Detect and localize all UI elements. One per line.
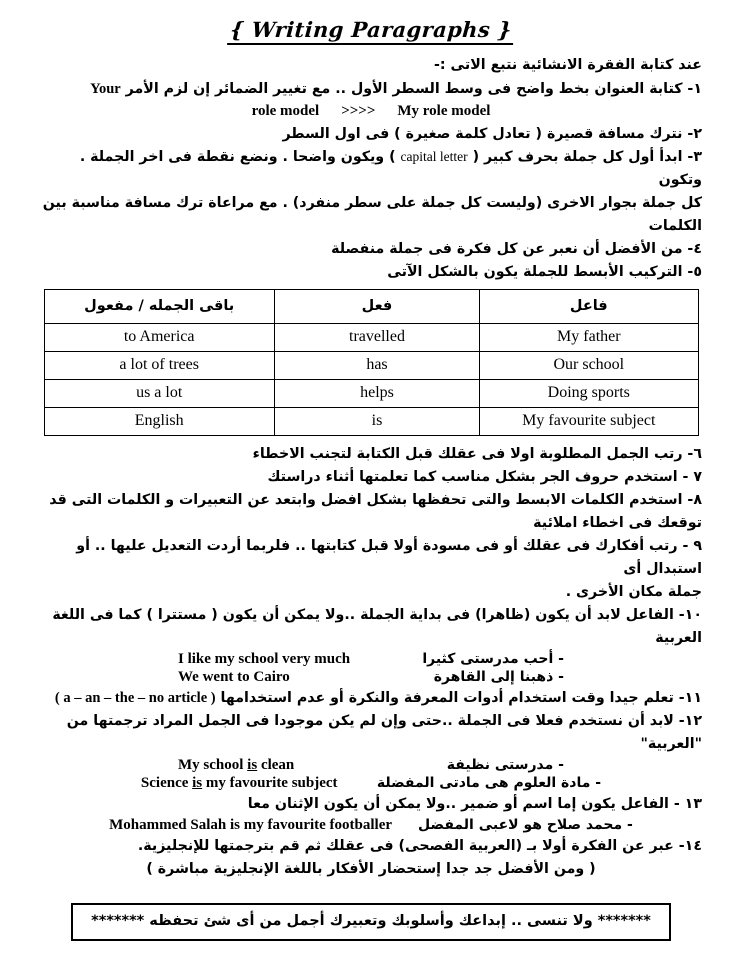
rule-item-12: ١٢- لابد أن نستخدم فعلا فى الجملة ..حتى وإن لم يكن موجودا فى الجمل المراد ترجمتها من "العربية" xyxy=(66,713,702,753)
example-arabic: - محمد صلاح هو لاعبى المفضل xyxy=(418,817,633,834)
example-english-post: my favourite subject xyxy=(202,775,338,792)
arrow-glyph-icon: >>>> xyxy=(341,102,376,119)
rule-item-14-note: ( ومن الأفضل جد جدا إستحضار الأفكار باللغة الإنجليزية مباشرة ) xyxy=(146,861,596,878)
example-english xyxy=(178,757,388,774)
table-cell-verb: has xyxy=(274,351,479,379)
table-cell-subject: Doing sports xyxy=(480,379,698,407)
rule-item-11-articles: ( a – an – the – no article ) xyxy=(54,689,216,706)
rule-item-3-line3: الكلمات xyxy=(648,217,702,234)
table-cell-subject: My father xyxy=(480,323,698,351)
sentence-structure-table-container xyxy=(40,289,702,436)
example-english-emphasis: is xyxy=(192,775,203,792)
table-cell-object: English xyxy=(44,407,274,435)
example-english-pre: Science xyxy=(140,775,193,792)
table-cell-verb: travelled xyxy=(274,323,479,351)
example-arabic: - ذهبنا إلى القاهرة xyxy=(433,668,564,685)
rule-item-6: ٦- رتب الجمل المطلوبة اولا فى عقلك قبل الكتابة لتجنب الاخطاء xyxy=(252,445,702,462)
example-english-emphasis: is xyxy=(247,757,258,774)
table-header-row xyxy=(44,289,698,323)
rule-item-12-example-2 xyxy=(40,775,702,792)
rule-item-1 xyxy=(40,78,702,101)
rule-item-13: ١٣ - الفاعل يكون إما اسم أو ضمير ..ولا يمكن أن يكون الإثنان معا xyxy=(247,796,702,813)
rule-item-8-line2: توقعك فى اخطاء املائية xyxy=(533,514,702,531)
table-cell-object: to America xyxy=(44,323,274,351)
table-row xyxy=(44,351,698,379)
example-english-pre: My school xyxy=(178,757,248,774)
footer-container xyxy=(40,903,702,941)
rule-item-1-english-tail: Your xyxy=(90,81,121,98)
rule-item-3-part2: ) ويكون واضحا . ونضع نقطة فى اخر الجملة . وتكون xyxy=(79,148,702,188)
rule-item-3-part1: ٣- ابدأ أول كل جملة بحرف كبير ( xyxy=(472,148,702,165)
table-cell-subject: Our school xyxy=(480,351,698,379)
rule-item-7: ٧ - استخدم حروف الجر بشكل مناسب كما تعلمتها أثناء دراستك xyxy=(267,468,702,485)
table-header-object: باقى الجمله / مفعول xyxy=(44,289,274,323)
rule-item-3-term: capital letter xyxy=(400,148,468,164)
example-english: We went to Cairo xyxy=(178,668,290,685)
rule-item-12-example-1 xyxy=(40,757,702,774)
rule-item-3 xyxy=(40,146,702,192)
example-arabic: - مدرستى نظيفة xyxy=(446,757,564,774)
rule-item-9-line2: جملة مكان الأخرى . xyxy=(565,583,702,600)
rule-item-5: ٥- التركيب الأبسط للجملة يكون بالشكل الآتى xyxy=(387,263,702,280)
rule-item-1-example xyxy=(40,103,702,120)
example-english xyxy=(141,775,351,792)
rule-item-3-line2: كل جملة بجوار الاخرى (وليست كل جملة على سطر منفرد) . مع مراعاة ترك مسافة مناسبة بين xyxy=(42,194,702,211)
example-source: role model xyxy=(251,102,320,119)
footer-note-box: ******* ولا تنسى .. إبداعك وأسلوبك وتعبيرك أجمل من أى شئ تحفظه ******* xyxy=(71,903,671,941)
rule-item-14: ١٤- عبر عن الفكرة أولا بـ (العربية الفصحى) فى عقلك ثم قم بترجمتها للإنجليزية. xyxy=(137,838,702,855)
rule-item-1-text: ١- كتابة العنوان بخط واضح فى وسط السطر الأول .. مع تغيير الضمائر إن لزم الأمر xyxy=(125,81,702,98)
example-result: My role model xyxy=(397,102,491,119)
example-arabic: - مادة العلوم هى مادتى المفضلة xyxy=(376,775,602,792)
rule-item-10-example-1 xyxy=(40,651,702,668)
rule-item-8-line1: ٨- استخدم الكلمات الابسط والتى تحفظها بشكل افضل وابتعد عن التعبيرات و الكلمات التى قد xyxy=(49,491,702,508)
rule-item-11 xyxy=(40,687,702,710)
table-header-subject: فاعل xyxy=(480,289,698,323)
example-english: I like my school very much xyxy=(178,650,351,667)
rule-item-9-line1: ٩ - رتب أفكارك فى عقلك أو فى مسودة أولا قبل كتابتها .. فلربما أردت التعديل عليها .. أو استبدال أى xyxy=(76,537,702,577)
example-english: Mohammed Salah is my favourite footballer xyxy=(109,817,393,834)
example-arabic: - أحب مدرستى كثيرا xyxy=(422,650,564,667)
table-row xyxy=(44,323,698,351)
table-cell-object: us a lot xyxy=(44,379,274,407)
title-container xyxy=(40,18,702,45)
sentence-structure-table xyxy=(44,289,699,436)
page-title: { Writing Paragraphs } xyxy=(227,18,515,45)
table-header-verb: فعل xyxy=(274,289,479,323)
rule-item-10-example-2 xyxy=(40,669,702,686)
rule-item-4: ٤- من الأفضل أن نعبر عن كل فكرة فى جملة منفصلة xyxy=(331,240,702,257)
table-cell-verb: helps xyxy=(274,379,479,407)
table-cell-subject: My favourite subject xyxy=(480,407,698,435)
rule-item-11-text: ١١- تعلم جيدا وقت استخدام أدوات المعرفة والنكرة أو عدم استخدامها xyxy=(220,689,702,706)
intro-line: عند كتابة الفقرة الانشائية نتبع الاتى :- xyxy=(434,57,702,74)
rule-item-13-example xyxy=(40,817,702,834)
rule-item-10: ١٠- الفاعل لابد أن يكون (ظاهرا) فى بداية الجملة ..ولا يمكن أن يكون ( مستترا ) كما فى اللغة العربية xyxy=(52,606,702,646)
table-row xyxy=(44,379,698,407)
table-cell-verb: is xyxy=(274,407,479,435)
table-cell-object: a lot of trees xyxy=(44,351,274,379)
table-row xyxy=(44,407,698,435)
example-english-post: clean xyxy=(257,757,295,774)
rule-item-2: ٢- نترك مسافة قصيرة ( تعادل كلمة صغيرة ) فى اول السطر xyxy=(282,125,702,142)
